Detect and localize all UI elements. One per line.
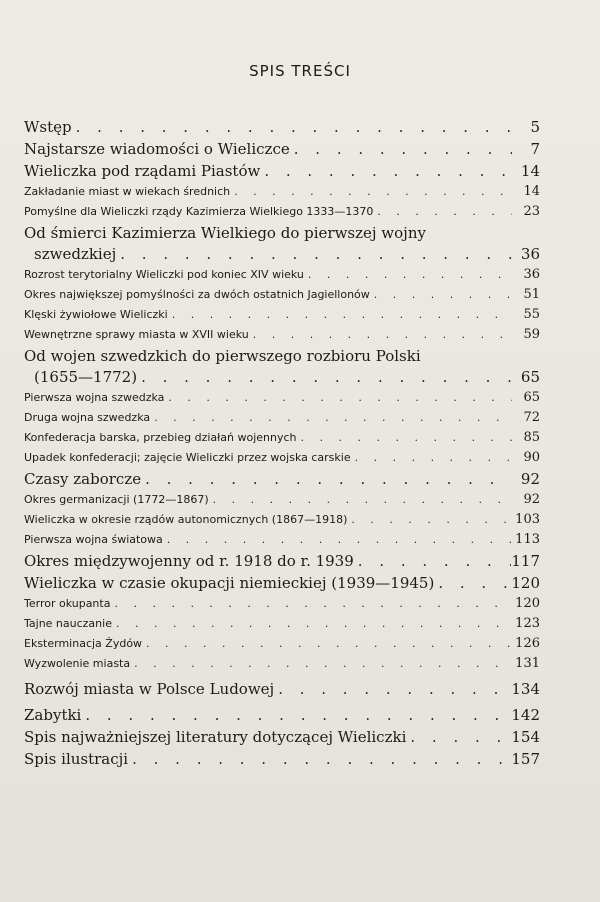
toc-entry-wstep <box>24 118 540 140</box>
table-of-contents <box>24 118 540 772</box>
dot-leader <box>112 617 512 630</box>
toc-subentry <box>24 307 540 327</box>
toc-entry-label: Druga wojna szwedzka <box>24 411 151 424</box>
toc-entry-page: 65 <box>523 390 540 405</box>
dot-leader <box>274 680 511 698</box>
dot-leader <box>209 493 512 506</box>
toc-entry-page: 72 <box>523 410 540 425</box>
dot-leader <box>150 411 512 424</box>
toc-subentry <box>24 267 540 287</box>
dot-leader <box>351 451 512 464</box>
toc-subentry <box>24 636 540 656</box>
toc-entry-page: 65 <box>520 368 540 386</box>
toc-entry-zabytki <box>24 706 540 728</box>
toc-subentry <box>24 492 540 512</box>
dot-leader <box>249 328 512 341</box>
toc-entry-page: 142 <box>511 706 540 724</box>
dot-leader <box>260 162 512 180</box>
toc-entry-label: Terror okupanta <box>24 597 111 610</box>
toc-entry-polska-ludowa <box>24 680 540 702</box>
toc-subentry <box>24 430 540 450</box>
toc-entry-page: 14 <box>523 184 540 199</box>
toc-entry-label-line2: szwedzkiej <box>34 245 117 263</box>
toc-entry-label: Wieliczka pod rządami Piastów <box>24 162 261 180</box>
toc-entry-label: Wewnętrzne sprawy miasta w XVII wieku <box>24 328 249 341</box>
dot-leader <box>297 431 513 444</box>
toc-entry-page: 7 <box>530 140 540 158</box>
toc-entry-label: Wieliczka w czasie okupacji niemieckiej (1939—1945) <box>24 574 435 592</box>
toc-subentry <box>24 184 540 204</box>
toc-entry-label: Wyzwolenie miasta <box>24 657 131 670</box>
toc-entry-page: 113 <box>515 532 540 547</box>
toc-entry-page: 85 <box>523 430 540 445</box>
dot-leader <box>72 118 512 136</box>
toc-entry-label: Najstarsze wiadomości o Wieliczce <box>24 140 290 158</box>
dot-leader <box>142 637 512 650</box>
toc-subentry <box>24 327 540 347</box>
toc-subentry <box>24 532 540 552</box>
toc-entry-label: Pierwsza wojna szwedzka <box>24 391 165 404</box>
toc-entry-page: 36 <box>520 245 540 263</box>
toc-entry-label: Okres międzywojenny od r. 1918 do r. 1939 <box>24 552 354 570</box>
toc-entry-label: Zakładanie miast w wiekach średnich <box>24 185 231 198</box>
toc-entry-label-line1: Od wojen szwedzkich do pierwszego rozbioru Polski <box>24 347 421 365</box>
toc-entry-label: Pierwsza wojna światowa <box>24 533 163 546</box>
toc-entry-page: 90 <box>523 450 540 465</box>
toc-entry-page: 5 <box>530 118 540 136</box>
toc-entry-label: Spis najważniejszej literatury dotyczącej Wieliczki <box>24 728 407 746</box>
dot-leader <box>304 268 512 281</box>
toc-entry-label: Klęski żywiołowe Wieliczki <box>24 308 168 321</box>
dot-leader <box>373 205 512 218</box>
toc-entry-label: Zabytki <box>24 706 82 724</box>
toc-entry-label-line1: Od śmierci Kazimierza Wielkiego do pierwszej wojny <box>24 224 426 242</box>
dot-leader <box>230 185 512 198</box>
dot-leader <box>141 470 512 488</box>
toc-entry-page: 120 <box>515 596 540 611</box>
dot-leader <box>347 513 512 526</box>
toc-entry-label: Tajne nauczanie <box>24 617 112 630</box>
toc-entry-page: 126 <box>515 636 540 651</box>
toc-entry-ilustracje <box>24 750 540 772</box>
toc-subentry <box>24 390 540 410</box>
toc-entry-page: 117 <box>511 552 540 570</box>
toc-entry-miedzywojenny <box>24 552 540 574</box>
dot-leader <box>137 368 512 386</box>
toc-entry-page: 92 <box>523 492 540 507</box>
dot-leader <box>370 288 512 301</box>
toc-subentry <box>24 596 540 616</box>
toc-entry-page: 123 <box>515 616 540 631</box>
toc-entry-page: 14 <box>520 162 540 180</box>
toc-entry-page: 59 <box>523 327 540 342</box>
toc-subentry <box>24 204 540 224</box>
toc-subentry <box>24 450 540 470</box>
toc-entry-label: Okres germanizacji (1772—1867) <box>24 493 209 506</box>
toc-entry-label-line2: (1655—1772) <box>34 368 138 386</box>
toc-subentry <box>24 287 540 307</box>
dot-leader <box>290 140 512 158</box>
toc-entry-page: 51 <box>523 287 540 302</box>
toc-entry-page: 131 <box>515 656 540 671</box>
dot-leader <box>128 750 511 768</box>
toc-entry-label: Spis ilustracji <box>24 750 129 768</box>
dot-leader <box>130 657 512 670</box>
toc-entry-page: 157 <box>511 750 540 768</box>
toc-entry-label: Rozwój miasta w Polsce Ludowej <box>24 680 275 698</box>
toc-entry-najstarsze <box>24 140 540 162</box>
dot-leader <box>116 245 512 263</box>
toc-entry-czasy-zaborcze <box>24 470 540 492</box>
toc-subentry <box>24 656 540 676</box>
toc-entry-literatura <box>24 728 540 750</box>
toc-entry-label: Pomyślne dla Wieliczki rządy Kazimierza Wielkiego 1333—1370 <box>24 205 374 218</box>
dot-leader <box>168 308 512 321</box>
toc-entry-label: Czasy zaborcze <box>24 470 142 488</box>
dot-leader <box>406 728 511 746</box>
dot-leader <box>354 552 512 570</box>
dot-leader <box>434 574 511 592</box>
toc-entry-label: Wieliczka w okresie rządów autonomicznych (1867—1918) <box>24 513 348 526</box>
toc-entry-page: 120 <box>511 574 540 592</box>
toc-entry-od-smierci <box>24 245 540 267</box>
dot-leader <box>164 391 512 404</box>
toc-entry-label: Wstęp <box>24 118 72 136</box>
toc-entry-page: 23 <box>523 204 540 219</box>
toc-entry-label: Rozrost terytorialny Wieliczki pod koniec XIV wieku <box>24 268 304 281</box>
toc-entry-page: 154 <box>511 728 540 746</box>
toc-entry-page: 103 <box>515 512 540 527</box>
toc-entry-piastowie <box>24 162 540 184</box>
toc-entry-label: Konfederacja barska, przebieg działań wojennych <box>24 431 297 444</box>
toc-subentry <box>24 410 540 430</box>
toc-entry-label: Eksterminacja Żydów <box>24 637 143 650</box>
dot-leader <box>110 597 512 610</box>
dot-leader <box>163 533 512 546</box>
dot-leader <box>81 706 511 724</box>
toc-entry-page: 134 <box>511 680 540 698</box>
toc-entry-page: 36 <box>523 267 540 282</box>
toc-entry-label: Okres największej pomyślności za dwóch ostatnich Jagiellonów <box>24 288 370 301</box>
page-title: SPIS TREŚCI <box>249 62 351 80</box>
toc-entry-label: Upadek konfederacji; zajęcie Wieliczki przez wojska carskie <box>24 451 351 464</box>
toc-entry-od-wojen <box>24 368 540 390</box>
toc-entry-page: 92 <box>520 470 540 488</box>
toc-entry-page: 55 <box>523 307 540 322</box>
toc-subentry <box>24 616 540 636</box>
toc-entry-okupacja <box>24 574 540 596</box>
toc-subentry <box>24 512 540 532</box>
